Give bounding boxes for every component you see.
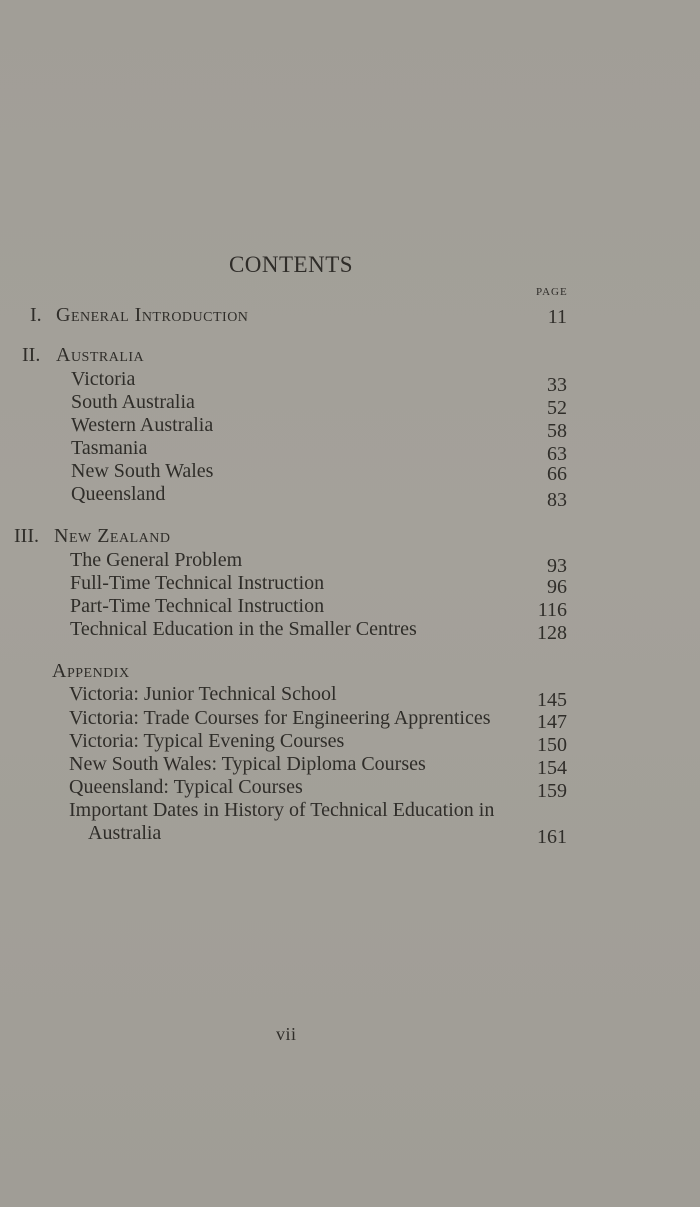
page-number: 52 — [547, 397, 567, 419]
page-number: 116 — [537, 599, 567, 621]
page-folio: vii — [276, 1024, 297, 1044]
page-number: 145 — [537, 689, 567, 711]
page-number: 161 — [537, 826, 567, 848]
page-number: 93 — [547, 555, 567, 577]
toc-entry: Victoria: Trade Courses for Engineering Apprentices — [69, 707, 491, 729]
toc-entry: The General Problem — [70, 549, 243, 571]
toc-entry: Tasmania — [71, 437, 148, 459]
section-numeral: III. — [14, 525, 39, 547]
section-heading: General Introduction — [56, 304, 249, 326]
toc-entry: Victoria — [71, 368, 136, 390]
toc-entry: Full-Time Technical Instruction — [70, 572, 325, 594]
page-number: 63 — [547, 443, 567, 465]
toc-entry: New South Wales: Typical Diploma Courses — [69, 753, 426, 775]
page-number: 159 — [537, 780, 567, 802]
toc-entry: New South Wales — [71, 460, 214, 482]
page-number: 154 — [537, 757, 567, 779]
section-numeral: II. — [22, 344, 41, 366]
page-number: 11 — [547, 306, 567, 328]
toc-entry: Western Australia — [71, 414, 214, 436]
toc-entry: Queensland — [71, 483, 166, 505]
page-number: 66 — [547, 463, 567, 485]
toc-entry: Important Dates in History of Technical Education in — [69, 799, 495, 821]
page-title: CONTENTS — [228, 252, 354, 277]
toc-entry-continuation: Australia — [88, 822, 162, 844]
section-heading: Australia — [56, 344, 145, 366]
toc-entry: Queensland: Typical Courses — [69, 776, 303, 798]
toc-entry: Victoria: Typical Evening Courses — [69, 730, 345, 752]
page-number: 58 — [547, 420, 567, 442]
page-number: 96 — [547, 576, 567, 598]
appendix-heading: Appendix — [52, 660, 130, 682]
page-number: 128 — [537, 622, 567, 644]
page-number: 33 — [547, 374, 567, 396]
page-number: 150 — [537, 734, 567, 756]
toc-entry: Part-Time Technical Instruction — [70, 595, 325, 617]
page-number: 147 — [537, 711, 567, 733]
page-column-heading: PAGE — [536, 286, 568, 298]
section-heading: New Zealand — [54, 525, 171, 547]
section-numeral: I. — [30, 304, 42, 326]
toc-entry: Technical Education in the Smaller Centres — [70, 618, 417, 640]
toc-entry: South Australia — [71, 391, 195, 413]
toc-entry: Victoria: Junior Technical School — [69, 683, 337, 705]
page-number: 83 — [547, 489, 567, 511]
